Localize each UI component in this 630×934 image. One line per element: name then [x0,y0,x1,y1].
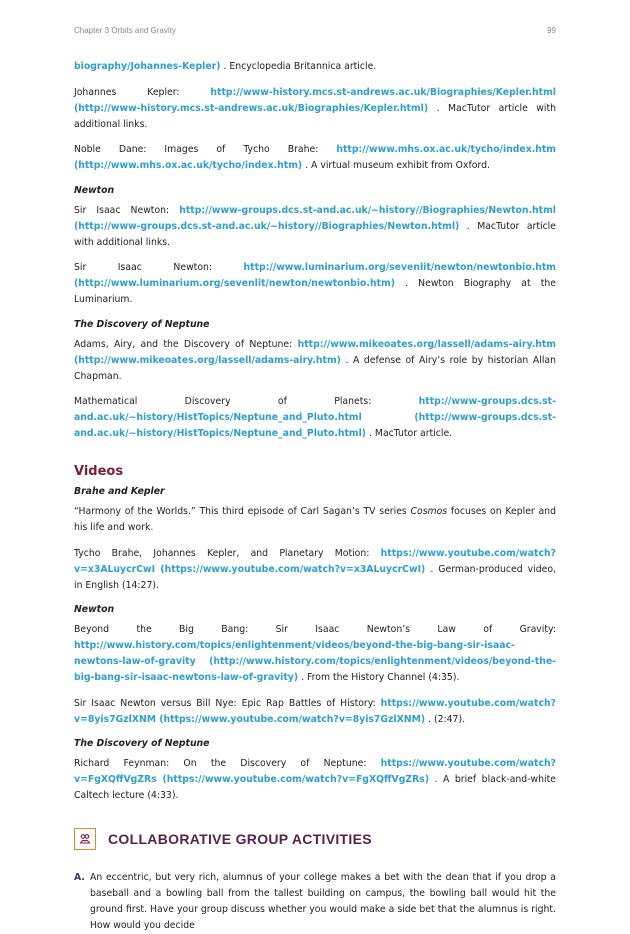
reference-link[interactable]: http://www-groups.dcs.st-and.ac.uk/~history/HistTopics/Neptune_and_Pluto.html (http://www-groups.dcs.st-and.ac.uk/~history/HistTopics/Neptune_and_Pluto.html) [74,396,556,439]
reference-item: Johannes Kepler: http://www-history.mcs.st-andrews.ac.uk/Biographies/Kepler.html (http://www-history.mcs.st-andrews.ac.uk/Biographies/Kepler.html) . MacTutor article with additional links. [74,86,556,130]
video-link[interactable]: https://www.youtube.com/watch?v=x3ALuycrCwI (https://www.youtube.com/watch?v=x3ALuycrCwI) [74,547,556,575]
page-number: 99 [547,26,556,35]
reference-link[interactable]: http://www.mhs.ox.ac.uk/tycho/index.htm (http://www.mhs.ox.ac.uk/tycho/index.htm) [74,144,556,171]
collaborative-activities-title: COLLABORATIVE GROUP ACTIVITIES [108,831,372,847]
subheading-newton: Newton [74,184,115,196]
chapter-title: Chapter 3 Orbits and Gravity [74,26,176,35]
reference-link[interactable]: http://www-history.mcs.st-andrews.ac.uk/Biographies/Kepler.html (http://www-history.mcs.st-andrews.ac.uk/Biographies/Kepler.html) [74,86,556,114]
activity-letter: A. [74,872,85,883]
page-content [74,59,556,934]
subheading-brahe-kepler: Brahe and Kepler [74,486,165,497]
video-link[interactable]: https://www.youtube.com/watch?v=8yis7GzlXNM (https://www.youtube.com/watch?v=8yis7GzlXNM) [74,697,556,725]
reference-link[interactable]: http://www.luminarium.org/sevenlit/newton/newtonbio.htm (http://www.luminarium.org/sevenlit/newton/newtonbio.htm) [74,262,556,289]
reference-item: biography/Johannes-Kepler) . Encyclopedia Britannica article. [74,61,377,72]
reference-item: Noble Dane: Images of Tycho Brahe: http://www.mhs.ox.ac.uk/tycho/index.htm (http://www.mhs.ox.ac.uk/tycho/index.htm) . A virtual museum exhibit from Oxford. [74,144,556,171]
page-header [74,26,556,35]
subheading-video-newton: Newton [74,604,115,615]
reference-item: Mathematical Discovery of Planets: http://www-groups.dcs.st-and.ac.uk/~history/HistTopics/Neptune_and_Pluto.html (http://www-groups.dcs.st-and.ac.uk/~history/HistTopics/Neptune_and_Pluto.html) . MacTutor article. [74,396,556,439]
group-activity-icon [74,828,96,850]
reference-item: Adams, Airy, and the Discovery of Neptune: http://www.mikeoates.org/lassell/adams-airy.htm (http://www.mikeoates.org/lassell/adams-airy.htm) . A defense of Airy’s role by historian Allan Chapman. [74,338,556,382]
video-item: Tycho Brahe, Johannes Kepler, and Planetary Motion: https://www.youtube.com/watch?v=x3ALuycrCwI (https://www.youtube.com/watch?v=x3ALuycrCwI) . German-produced video, in English (14:27). [74,547,556,591]
reference-link[interactable]: http://www.mikeoates.org/lassell/adams-airy.htm (http://www.mikeoates.org/lassell/adams-airy.htm) [74,338,556,366]
video-item: Richard Feynman: On the Discovery of Neptune: https://www.youtube.com/watch?v=FgXQffVgZRs (https://www.youtube.com/watch?v=FgXQffVgZRs) . A brief black-and-white Caltech lecture (4:33). [74,758,556,801]
reference-item: Sir Isaac Newton: http://www.luminarium.org/sevenlit/newton/newtonbio.htm (http://www.luminarium.org/sevenlit/newton/newtonbio.htm) . Newton Biography at the Luminarium. [74,262,556,305]
subheading-neptune: The Discovery of Neptune [74,318,210,330]
subheading-video-neptune: The Discovery of Neptune [74,738,210,749]
collaborative-activities-header [74,828,556,850]
video-link[interactable]: https://www.youtube.com/watch?v=FgXQffVgZRs (https://www.youtube.com/watch?v=FgXQffVgZRs) [74,758,556,785]
video-item: Beyond the Big Bang: Sir Isaac Newton’s Law of Gravity: http://www.history.com/topics/enlightenment/videos/beyond-the-big-bang-sir-isaac-newtons-law-of-gravity (http://www.history.com/topics/enlightenment/videos/beyond-the-big-bang-sir-isaac-newtons-law-of-gravity) . From the History Channel (4:35). [74,624,556,683]
section-title-videos: Videos [74,464,124,479]
video-item: “Harmony of the Worlds.” This third episode of Carl Sagan’s TV series Cosmos focuses on Kepler and his life and work. [74,506,556,533]
video-link[interactable]: http://www.history.com/topics/enlightenment/videos/beyond-the-big-bang-sir-isaac-newtons-law-of-gravity (http://www.history.com/topics/enlightenment/videos/beyond-the-big-bang-sir-isaac-newtons-law-of-gravity) [74,640,556,683]
reference-item: Sir Isaac Newton: http://www-groups.dcs.st-and.ac.uk/~history//Biographies/Newton.html (http://www-groups.dcs.st-and.ac.uk/~history//Biographies/Newton.html) . MacTutor article with additional links. [74,204,556,248]
activity-item [74,870,556,934]
reference-link[interactable]: http://www-groups.dcs.st-and.ac.uk/~history//Biographies/Newton.html (http://www-groups.dcs.st-and.ac.uk/~history//Biographies/Newton.html) [74,204,556,232]
reference-link[interactable]: biography/Johannes-Kepler) [74,61,221,72]
video-item: Sir Isaac Newton versus Bill Nye: Epic Rap Battles of History: https://www.youtube.com/watch?v=8yis7GzlXNM (https://www.youtube.com/watch?v=8yis7GzlXNM) . (2:47). [74,697,556,725]
activity-text: An eccentric, but very rich, alumnus of your college makes a bet with the dean that if you drop a baseball and a bowling ball from the tallest building on campus, the bowling ball would hit the ground first. Have your group discuss whether you would make a side bet that the alumnus is right. How would you decide [90,872,556,931]
